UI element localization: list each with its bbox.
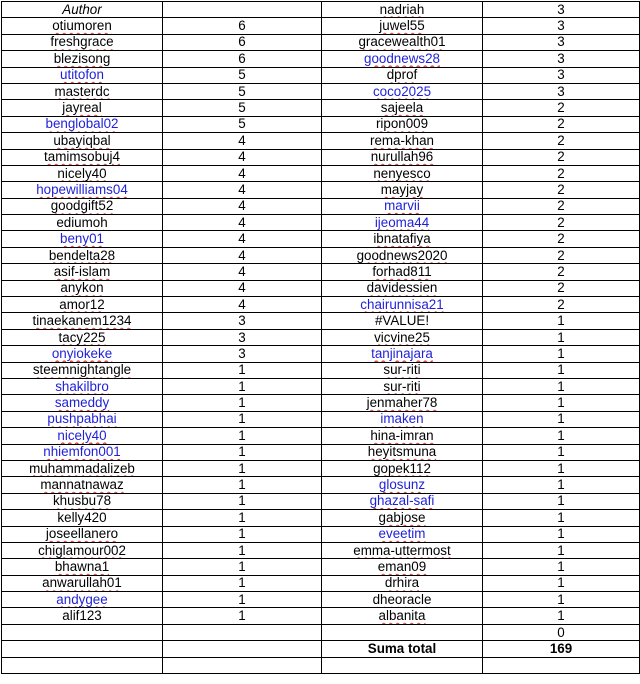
- table-row: [2, 198, 640, 214]
- left-name-cell[interactable]: khusbu78: [2, 493, 163, 509]
- right-count-cell[interactable]: 1: [483, 346, 640, 362]
- right-name-cell[interactable]: hina-imran: [322, 428, 483, 444]
- table-row: [2, 182, 640, 198]
- right-name-cell[interactable]: gabjose: [322, 510, 483, 526]
- left-name-cell[interactable]: [2, 641, 163, 657]
- right-name-cell[interactable]: ripon009: [322, 116, 483, 132]
- left-count-cell[interactable]: 4: [163, 247, 322, 263]
- left-name-cell[interactable]: sameddy: [2, 395, 163, 411]
- right-count-cell[interactable]: 2: [483, 182, 640, 198]
- right-count-cell[interactable]: 2: [483, 231, 640, 247]
- table-row: [2, 624, 640, 640]
- left-name-cell[interactable]: blezisong: [2, 51, 163, 67]
- right-count-cell[interactable]: 2: [483, 247, 640, 263]
- right-name-cell[interactable]: davidessien: [322, 280, 483, 296]
- right-name-cell[interactable]: heyitsmuna: [322, 444, 483, 460]
- right-name-cell[interactable]: glosunz: [322, 477, 483, 493]
- left-count-cell[interactable]: 4: [163, 297, 322, 313]
- right-count-cell[interactable]: 1: [483, 395, 640, 411]
- right-count-cell[interactable]: 2: [483, 280, 640, 296]
- right-name-cell[interactable]: gracewealth01: [322, 34, 483, 50]
- left-name-cell[interactable]: nhiemfon001: [2, 444, 163, 460]
- right-name-cell[interactable]: drhira: [322, 575, 483, 591]
- left-count-cell[interactable]: [163, 624, 322, 640]
- right-name-cell[interactable]: dprof: [322, 67, 483, 83]
- left-name-cell[interactable]: onyiokeke: [2, 346, 163, 362]
- right-name-cell[interactable]: vicvine25: [322, 329, 483, 345]
- table-row: [2, 477, 640, 493]
- right-count-cell[interactable]: 1: [483, 444, 640, 460]
- right-count-cell[interactable]: 1: [483, 313, 640, 329]
- right-name-cell[interactable]: rema-khan: [322, 133, 483, 149]
- left-count-cell[interactable]: 1: [163, 460, 322, 476]
- right-count-cell[interactable]: [483, 657, 640, 673]
- left-name-cell[interactable]: masterdc: [2, 83, 163, 99]
- left-count-cell[interactable]: 1: [163, 477, 322, 493]
- right-count-cell[interactable]: 3: [483, 18, 640, 34]
- right-count-cell[interactable]: 3: [483, 67, 640, 83]
- left-name-cell[interactable]: anwarullah01: [2, 575, 163, 591]
- right-count-cell[interactable]: 1: [483, 608, 640, 624]
- count-header-cell[interactable]: [163, 2, 322, 18]
- left-name-cell[interactable]: asif-islam: [2, 264, 163, 280]
- right-name-cell[interactable]: ibnatafiya: [322, 231, 483, 247]
- table-row: [2, 264, 640, 280]
- left-name-cell[interactable]: bhawna1: [2, 559, 163, 575]
- right-name-cell[interactable]: eman09: [322, 559, 483, 575]
- table-row: [2, 460, 640, 476]
- right-name-cell[interactable]: tanjinajara: [322, 346, 483, 362]
- table-row: [2, 395, 640, 411]
- right-count-cell[interactable]: 1: [483, 428, 640, 444]
- left-count-cell[interactable]: [163, 657, 322, 673]
- left-name-cell[interactable]: hopewilliams04: [2, 182, 163, 198]
- table-body: [2, 2, 640, 674]
- right-count-cell[interactable]: 2: [483, 165, 640, 181]
- left-count-cell[interactable]: 6: [163, 51, 322, 67]
- right-count-cell[interactable]: 1: [483, 559, 640, 575]
- left-count-cell[interactable]: 4: [163, 198, 322, 214]
- left-name-cell[interactable]: ediumoh: [2, 215, 163, 231]
- table-row: [2, 231, 640, 247]
- left-count-cell[interactable]: 1: [163, 592, 322, 608]
- table-row: [2, 116, 640, 132]
- right-count-cell[interactable]: 1: [483, 592, 640, 608]
- left-count-cell[interactable]: 4: [163, 149, 322, 165]
- left-count-cell[interactable]: 6: [163, 18, 322, 34]
- left-name-cell[interactable]: mannatnawaz: [2, 477, 163, 493]
- left-count-cell[interactable]: 3: [163, 313, 322, 329]
- right-count-cell[interactable]: 1: [483, 493, 640, 509]
- table-row: [2, 378, 640, 394]
- left-count-cell[interactable]: 1: [163, 510, 322, 526]
- table-row: [2, 411, 640, 427]
- left-name-cell[interactable]: utitofon: [2, 67, 163, 83]
- left-name-cell[interactable]: chiglamour002: [2, 542, 163, 558]
- left-count-cell[interactable]: 5: [163, 116, 322, 132]
- right-name-cell[interactable]: mayjay: [322, 182, 483, 198]
- left-count-cell[interactable]: 3: [163, 346, 322, 362]
- table-row: [2, 542, 640, 558]
- right-count-cell[interactable]: 1: [483, 378, 640, 394]
- left-count-cell[interactable]: 6: [163, 34, 322, 50]
- author-header-cell[interactable]: Author: [2, 2, 163, 18]
- right-count-cell[interactable]: 2: [483, 100, 640, 116]
- header-row: [2, 2, 640, 18]
- table-row: [2, 346, 640, 362]
- table-row: [2, 133, 640, 149]
- left-count-cell[interactable]: 1: [163, 444, 322, 460]
- left-count-cell[interactable]: 4: [163, 165, 322, 181]
- left-count-cell[interactable]: 1: [163, 378, 322, 394]
- total-value-cell[interactable]: 169: [483, 641, 640, 657]
- right-count-cell[interactable]: 2: [483, 198, 640, 214]
- right-count-cell[interactable]: 2: [483, 133, 640, 149]
- left-name-cell[interactable]: kelly420: [2, 510, 163, 526]
- right-name-cell[interactable]: sur-riti: [322, 362, 483, 378]
- left-count-cell[interactable]: 1: [163, 428, 322, 444]
- table-row: [2, 608, 640, 624]
- left-count-cell[interactable]: 4: [163, 231, 322, 247]
- right-count-cell[interactable]: 2: [483, 264, 640, 280]
- right-name-cell[interactable]: chairunnisa21: [322, 297, 483, 313]
- right-name-cell[interactable]: [322, 624, 483, 640]
- left-count-cell[interactable]: 5: [163, 100, 322, 116]
- table-row: [2, 100, 640, 116]
- left-name-cell[interactable]: jayreal: [2, 100, 163, 116]
- left-count-cell[interactable]: 5: [163, 83, 322, 99]
- right-count-cell[interactable]: 3: [483, 34, 640, 50]
- right-count-cell[interactable]: 1: [483, 329, 640, 345]
- table-row: [2, 428, 640, 444]
- right-name-cell[interactable]: forhad811: [322, 264, 483, 280]
- author-table: [1, 1, 640, 674]
- left-count-cell[interactable]: 1: [163, 411, 322, 427]
- left-count-cell[interactable]: 5: [163, 67, 322, 83]
- right-count-cell[interactable]: 2: [483, 116, 640, 132]
- table-row: [2, 51, 640, 67]
- right-name-cell[interactable]: coco2025: [322, 83, 483, 99]
- table-row: [2, 493, 640, 509]
- left-count-cell[interactable]: 1: [163, 559, 322, 575]
- right-name-cell[interactable]: gopek112: [322, 460, 483, 476]
- left-name-cell[interactable]: [2, 624, 163, 640]
- right-name-cell[interactable]: ijeoma44: [322, 215, 483, 231]
- table-row: [2, 559, 640, 575]
- left-name-cell[interactable]: pushpabhai: [2, 411, 163, 427]
- table-row: [2, 510, 640, 526]
- table-row: [2, 67, 640, 83]
- right-count-cell[interactable]: 1: [483, 510, 640, 526]
- left-name-cell[interactable]: muhammadalizeb: [2, 460, 163, 476]
- right-name-cell[interactable]: dheoracle: [322, 592, 483, 608]
- right-name-cell[interactable]: imaken: [322, 411, 483, 427]
- left-count-cell[interactable]: 1: [163, 362, 322, 378]
- right-count-cell[interactable]: 0: [483, 624, 640, 640]
- left-name-cell[interactable]: joseellanero: [2, 526, 163, 542]
- right-count-cell[interactable]: 1: [483, 460, 640, 476]
- right-count-cell[interactable]: 1: [483, 542, 640, 558]
- left-name-cell[interactable]: anykon: [2, 280, 163, 296]
- left-count-cell[interactable]: 4: [163, 182, 322, 198]
- left-count-cell[interactable]: 1: [163, 526, 322, 542]
- left-name-cell[interactable]: alif123: [2, 608, 163, 624]
- right-count-cell[interactable]: 1: [483, 526, 640, 542]
- table-row: [2, 215, 640, 231]
- table-row: [2, 165, 640, 181]
- left-name-cell[interactable]: andygee: [2, 592, 163, 608]
- right-count-cell[interactable]: 1: [483, 477, 640, 493]
- right-name-cell[interactable]: jenmaher78: [322, 395, 483, 411]
- right-name-cell[interactable]: goodnews2020: [322, 247, 483, 263]
- left-count-cell[interactable]: [163, 641, 322, 657]
- left-name-cell[interactable]: bendelta28: [2, 247, 163, 263]
- right-name-cell[interactable]: emma-uttermost: [322, 542, 483, 558]
- left-count-cell[interactable]: 3: [163, 329, 322, 345]
- right-name-cell[interactable]: [322, 657, 483, 673]
- left-count-cell[interactable]: 1: [163, 575, 322, 591]
- left-count-cell[interactable]: 4: [163, 133, 322, 149]
- right-name-cell[interactable]: nenyesco: [322, 165, 483, 181]
- left-count-cell[interactable]: 1: [163, 395, 322, 411]
- table-row: [2, 575, 640, 591]
- left-name-cell[interactable]: nicely40: [2, 428, 163, 444]
- right-name-cell[interactable]: marvii: [322, 198, 483, 214]
- table-row: [2, 83, 640, 99]
- right-count-cell[interactable]: 3: [483, 51, 640, 67]
- table-row: [2, 657, 640, 673]
- left-count-cell[interactable]: 1: [163, 542, 322, 558]
- right-name-cell[interactable]: albanita: [322, 608, 483, 624]
- table-row: [2, 297, 640, 313]
- right-name-cell[interactable]: sur-riti: [322, 378, 483, 394]
- left-name-cell[interactable]: amor12: [2, 297, 163, 313]
- left-name-cell[interactable]: tinaekanem1234: [2, 313, 163, 329]
- left-name-cell[interactable]: tacy225: [2, 329, 163, 345]
- left-name-cell[interactable]: ubayiqbal: [2, 133, 163, 149]
- right-name-cell[interactable]: goodnews28: [322, 51, 483, 67]
- table-row: [2, 444, 640, 460]
- left-name-cell[interactable]: shakilbro: [2, 378, 163, 394]
- table-row: [2, 280, 640, 296]
- left-name-cell[interactable]: otiumoren: [2, 18, 163, 34]
- right-name-cell[interactable]: #VALUE!: [322, 313, 483, 329]
- table-row: [2, 18, 640, 34]
- left-name-cell[interactable]: [2, 657, 163, 673]
- table-row: [2, 149, 640, 165]
- right-name-cell[interactable]: eveetim: [322, 526, 483, 542]
- right-count-cell[interactable]: 1: [483, 362, 640, 378]
- table-row: [2, 592, 640, 608]
- left-name-cell[interactable]: beny01: [2, 231, 163, 247]
- left-name-cell[interactable]: nicely40: [2, 165, 163, 181]
- left-count-cell[interactable]: 4: [163, 215, 322, 231]
- right-name-cell[interactable]: nadriah: [322, 2, 483, 18]
- left-count-cell[interactable]: 1: [163, 608, 322, 624]
- left-count-cell[interactable]: 1: [163, 493, 322, 509]
- right-count-cell[interactable]: 1: [483, 575, 640, 591]
- right-name-cell[interactable]: juwel55: [322, 18, 483, 34]
- left-count-cell[interactable]: 4: [163, 280, 322, 296]
- right-count-cell[interactable]: 1: [483, 411, 640, 427]
- right-count-cell[interactable]: 2: [483, 297, 640, 313]
- total-label-cell[interactable]: Suma total: [322, 641, 483, 657]
- table-row: [2, 34, 640, 50]
- table-row: [2, 329, 640, 345]
- right-count-cell[interactable]: 2: [483, 215, 640, 231]
- left-name-cell[interactable]: freshgrace: [2, 34, 163, 50]
- right-name-cell[interactable]: ghazal-safi: [322, 493, 483, 509]
- right-name-cell[interactable]: nurullah96: [322, 149, 483, 165]
- left-count-cell[interactable]: 4: [163, 264, 322, 280]
- left-name-cell[interactable]: goodgift52: [2, 198, 163, 214]
- left-name-cell[interactable]: steemnightangle: [2, 362, 163, 378]
- left-name-cell[interactable]: tamimsobuj4: [2, 149, 163, 165]
- right-count-cell[interactable]: 3: [483, 83, 640, 99]
- right-count-cell[interactable]: 3: [483, 2, 640, 18]
- table-row: [2, 313, 640, 329]
- right-count-cell[interactable]: 2: [483, 149, 640, 165]
- table-row: [2, 362, 640, 378]
- table-row: [2, 526, 640, 542]
- right-name-cell[interactable]: sajeela: [322, 100, 483, 116]
- table-row: [2, 641, 640, 657]
- table-row: [2, 247, 640, 263]
- left-name-cell[interactable]: benglobal02: [2, 116, 163, 132]
